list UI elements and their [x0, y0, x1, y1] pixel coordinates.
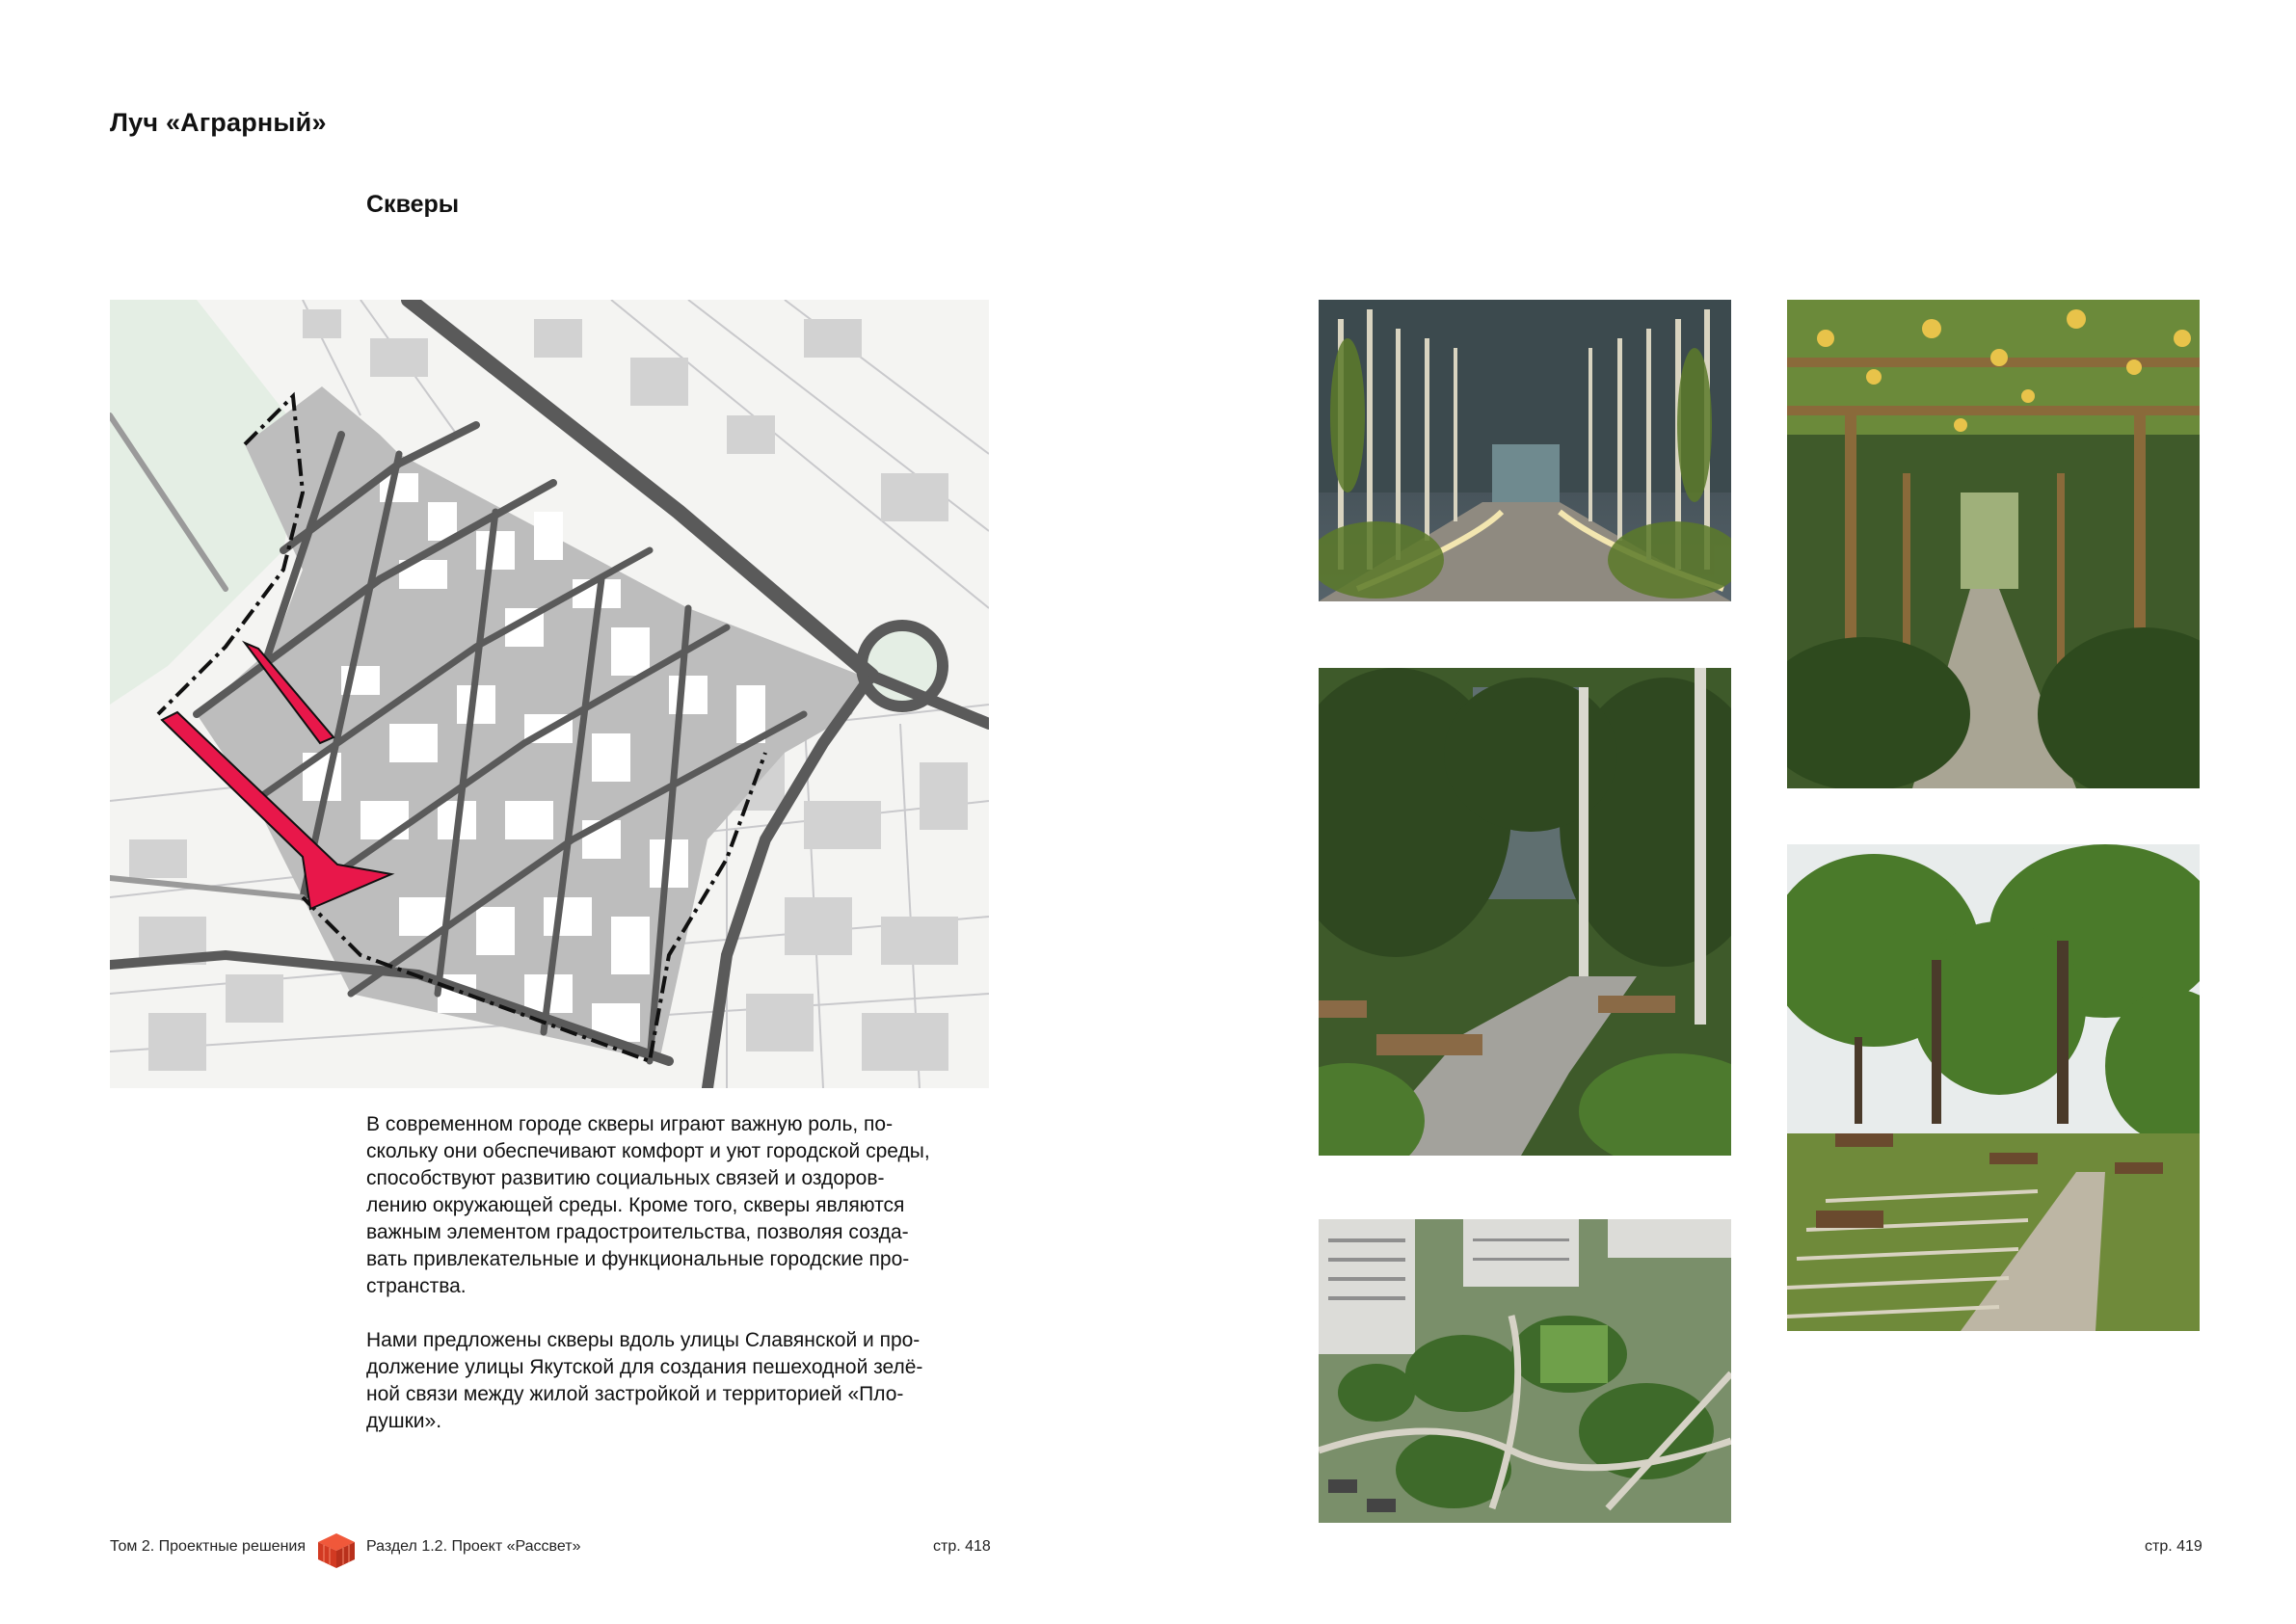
- paragraph-2: [366, 1327, 1002, 1435]
- paragraph-1-line: лению окружающей среды. Кроме того, скверы являются: [366, 1194, 905, 1216]
- site-map: [110, 300, 989, 1088]
- site-map-svg: [110, 300, 989, 1088]
- body-text: [366, 1111, 1002, 1462]
- paragraph-2-line: душки».: [366, 1410, 442, 1432]
- paragraph-2-line: должение улицы Якутской для создания пешеходной зелё-: [366, 1356, 923, 1378]
- photo-park-path: [1787, 844, 2200, 1331]
- paragraph-2-line: Нами предложены скверы вдоль улицы Славянской и про-: [366, 1329, 921, 1351]
- paragraph-1-line: В современном городе скверы играют важную роль, по-: [366, 1113, 894, 1135]
- photo-aerial-courtyard: [1319, 1219, 1731, 1523]
- photo-lemon-pergola: [1787, 300, 2200, 788]
- red-cube-logo-icon: [316, 1531, 357, 1570]
- footer-page-left: стр. 418: [933, 1538, 991, 1555]
- photo-courtyard-benches: [1319, 668, 1731, 1156]
- subsection-title: Скверы: [366, 191, 460, 218]
- paragraph-1-line: странства.: [366, 1275, 467, 1297]
- footer-volume: Том 2. Проектные решения: [110, 1538, 307, 1555]
- footer-page-right: стр. 419: [2145, 1538, 2203, 1555]
- paragraph-1-line: вать привлекательные и функциональные городские про-: [366, 1248, 910, 1270]
- paragraph-2-line: ной связи между жилой застройкой и территорией «Пло-: [366, 1383, 904, 1405]
- paragraph-1-line: скольку они обеспечивают комфорт и уют городской среды,: [366, 1140, 930, 1162]
- section-title: Луч «Аграрный»: [110, 108, 327, 137]
- paragraph-1-line: способствуют развитию социальных связей и оздоров-: [366, 1167, 885, 1189]
- footer-section: Раздел 1.2. Проект «Рассвет»: [366, 1538, 581, 1555]
- paragraph-1: [366, 1111, 1002, 1300]
- photo-pergola-night: [1319, 300, 1731, 601]
- paragraph-1-line: важным элементом градостроительства, позволяя созда-: [366, 1221, 909, 1243]
